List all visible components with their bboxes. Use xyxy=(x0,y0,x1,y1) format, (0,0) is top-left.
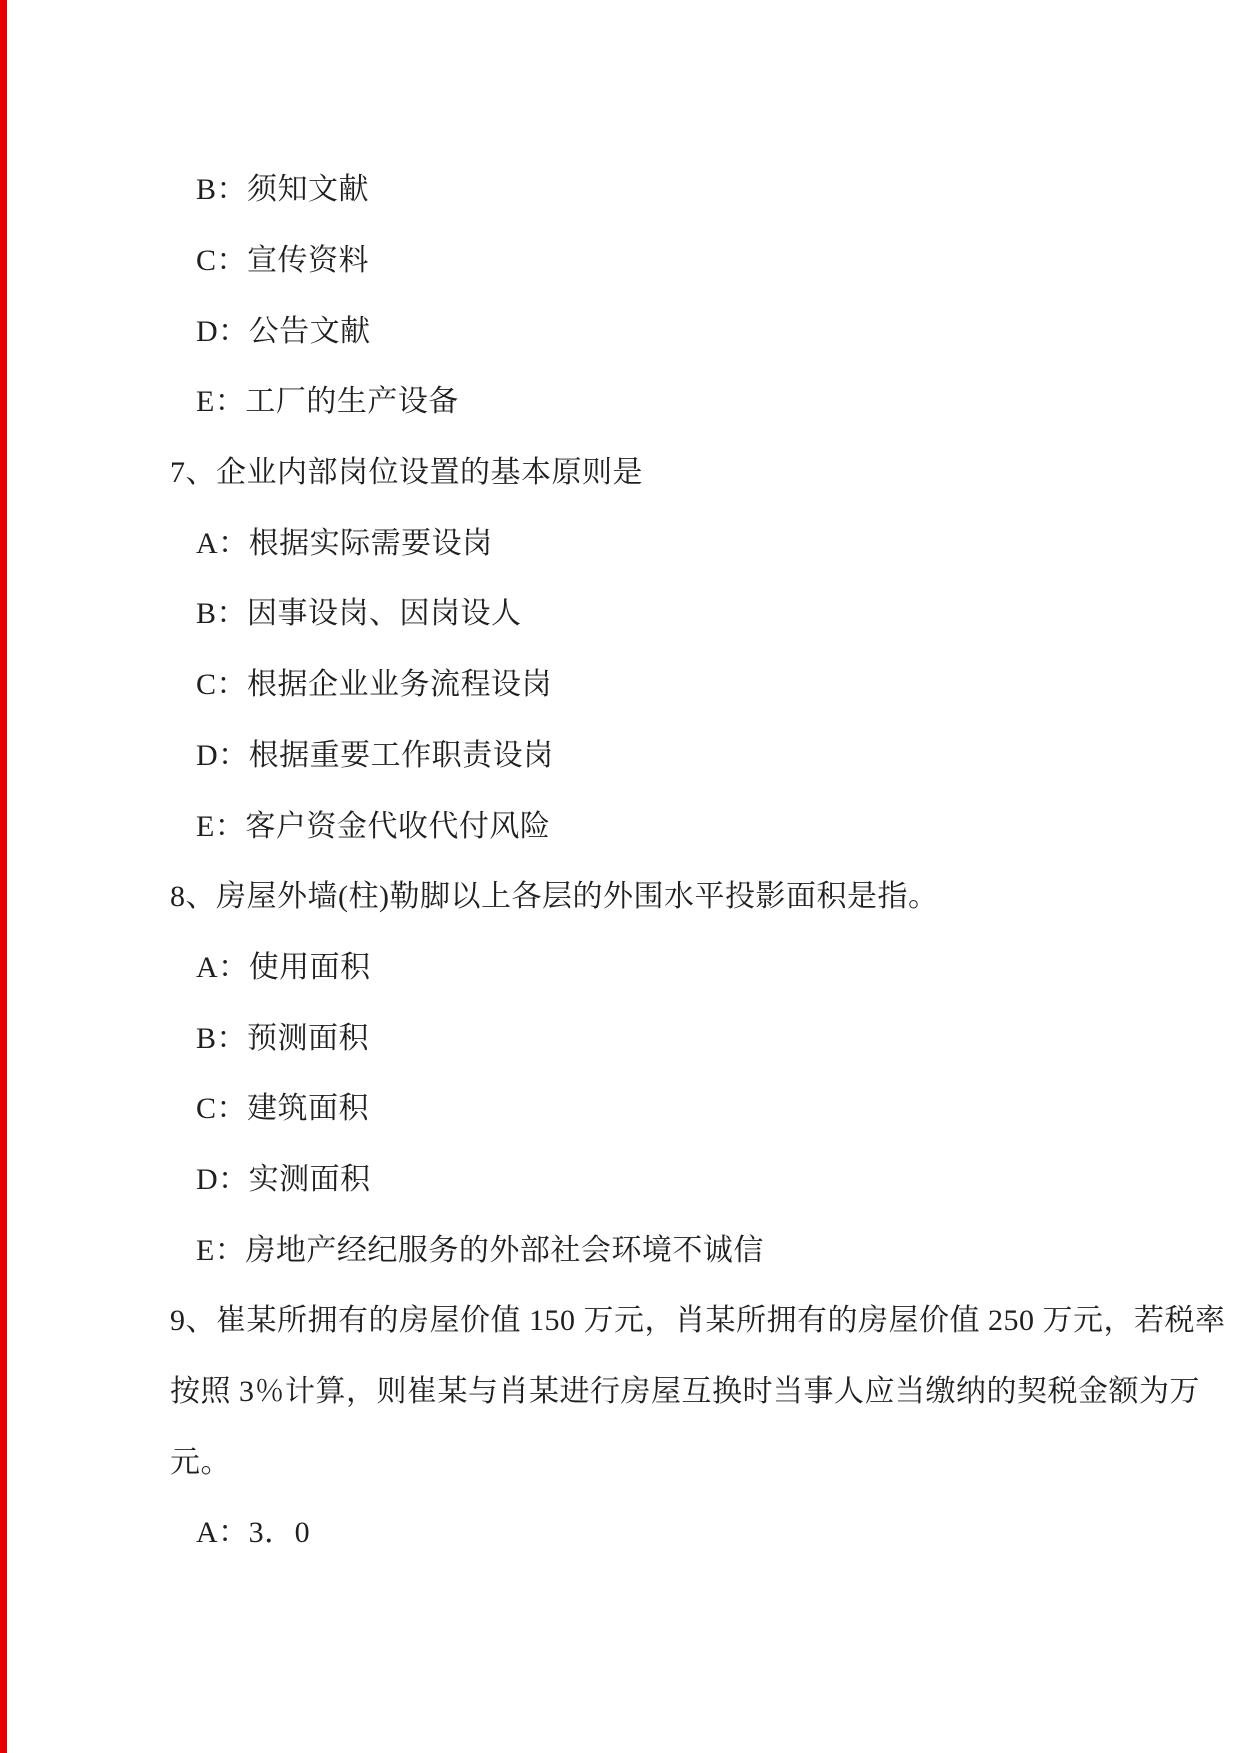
question-8-option-b: B：预测面积 xyxy=(196,1021,370,1055)
option-line-b: B：须知文献 xyxy=(196,173,370,207)
question-8-option-c: C：建筑面积 xyxy=(196,1092,370,1126)
option-line-c: C：宣传资料 xyxy=(196,244,370,278)
option-line-d: D：公告文献 xyxy=(196,314,371,348)
question-9-line-1: 9、崔某所拥有的房屋价值 150 万元，肖某所拥有的房屋价值 250 万元，若税率 xyxy=(170,1304,1226,1338)
question-8-option-a: A：使用面积 xyxy=(196,950,371,984)
option-line-e: E：工厂的生产设备 xyxy=(196,385,459,419)
question-9-line-2: 按照 3％计算，则崔某与肖某进行房屋互换时当事人应当缴纳的契税金额为万 xyxy=(170,1375,1200,1409)
question-9-line-3: 元。 xyxy=(170,1445,231,1479)
question-9-option-a: A：3．0 xyxy=(196,1516,311,1550)
question-8-option-d: D：实测面积 xyxy=(196,1162,371,1196)
question-7-option-d: D：根据重要工作职责设岗 xyxy=(196,738,554,772)
question-7-option-a: A：根据实际需要设岗 xyxy=(196,526,493,560)
question-7: 7、企业内部岗位设置的基本原则是 xyxy=(170,456,643,490)
question-7-option-b: B：因事设岗、因岗设人 xyxy=(196,597,522,631)
question-7-option-e: E：客户资金代收代付风险 xyxy=(196,809,551,843)
question-8-option-e: E：房地产经纪服务的外部社会环境不诚信 xyxy=(196,1233,764,1267)
question-7-option-c: C：根据企业业务流程设岗 xyxy=(196,668,553,702)
question-8: 8、房屋外墙(柱)勒脚以上各层的外围水平投影面积是指。 xyxy=(170,880,939,914)
